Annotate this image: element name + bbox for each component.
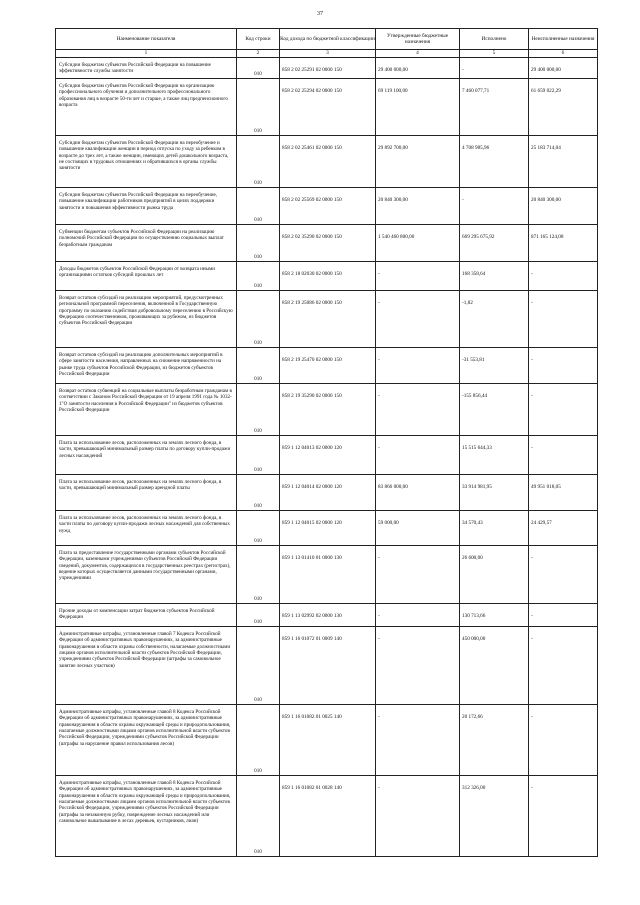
table-row <box>56 604 598 627</box>
executed-amount: 130 713,66 <box>460 604 529 627</box>
row-name: Субсидии бюджетам субъектов Российской Федерации на переобучение и повышение квалификации женщин в период отпуска по уходу за ребенком в возрасте до трех лет, а также женщин, имеющих детей дошкольного возраста, не состоящих в трудовых отношениях и обратившихся в органы службы занятости <box>56 136 237 188</box>
row-name: Плата за использование лесов, расположенных на землях лесного фонда, в части платы по договору купли-продажи лесных насаждений для собственных нужд <box>56 511 237 546</box>
row-code-cell <box>237 291 280 348</box>
revenue-code: 859 1 12 04013 02 0000 120 <box>280 436 376 475</box>
row-code: 010 <box>254 340 262 346</box>
column-header: Код дохода по бюджетной классификации <box>280 29 376 50</box>
unexecuted-amount: - <box>529 291 598 348</box>
table-row <box>56 291 598 348</box>
column-number: 3 <box>280 50 376 58</box>
row-name: Плата за использование лесов, расположенных на землях лесного фонда, в части, превышающей минимальный размер платы по договору купли-продажи лесных насаждений <box>56 436 237 475</box>
executed-amount: 34 570,43 <box>460 511 529 546</box>
unexecuted-amount: - <box>529 705 598 776</box>
revenue-code: 859 1 13 02992 02 0000 130 <box>280 604 376 627</box>
row-name: Субсидии бюджетам субъектов Российской Федерации на повышение эффективности службы занятости <box>56 58 237 79</box>
row-name: Возврат остатков субсидий на реализацию дополнительных мероприятий в сфере занятости населения, направленных на снижение напряженности на рынке труда субъектов Российской Федерации, из бюджетов субъектов Российской Федерации <box>56 348 237 384</box>
row-code: 010 <box>254 619 262 625</box>
row-name: Субсидии бюджетам субъектов Российской Федерации на переобучение, повышение квалификации работников предприятий в целях поддержки занятости и повышения эффективности рынка труда <box>56 188 237 225</box>
executed-amount: - <box>460 188 529 225</box>
row-code-cell <box>237 79 280 136</box>
page-number: 37 <box>317 11 323 17</box>
table-row <box>56 705 598 776</box>
row-code-cell <box>237 776 280 857</box>
table-row <box>56 188 598 225</box>
unexecuted-amount: - <box>529 384 598 436</box>
approved-amount: - <box>376 436 460 475</box>
unexecuted-amount: - <box>529 436 598 475</box>
executed-amount: -155 856,44 <box>460 384 529 436</box>
executed-amount: -31 553,81 <box>460 348 529 384</box>
executed-amount: -1,82 <box>460 291 529 348</box>
executed-amount: 26 600,00 <box>460 546 529 604</box>
row-code-cell <box>237 546 280 604</box>
table-row <box>56 58 598 79</box>
row-code: 010 <box>254 71 262 77</box>
row-code-cell <box>237 262 280 291</box>
column-header: Код строки <box>237 29 280 50</box>
row-code: 010 <box>254 283 262 289</box>
row-name: Плата за использование лесов, расположенных на землях лесного фонда, в части, превышающей минимальный размер арендной платы <box>56 475 237 511</box>
table-row <box>56 475 598 511</box>
row-code: 010 <box>254 217 262 223</box>
approved-amount: - <box>376 262 460 291</box>
unexecuted-amount: 61 659 022,29 <box>529 79 598 136</box>
unexecuted-amount: - <box>529 546 598 604</box>
row-code: 010 <box>254 596 262 602</box>
row-name: Административные штрафы, установленные главой 8 Кодекса Российской Федерации об административных правонарушениях, за административные правонарушения в области охраны окружающей среды и природопользования, налагаемые должностными лицами органов исполнительной власти субъектов Российской Федерации, учреждениями субъектов Российской Федерации (штрафы за незаконную рубку, повреждение лесных насаждений или самовольное выкапывание в лесах деревьев, кустарников, лиан) <box>56 776 237 857</box>
row-code: 010 <box>254 768 262 774</box>
executed-amount: - <box>460 58 529 79</box>
row-code-cell <box>237 348 280 384</box>
row-name: Доходы бюджетов субъектов Российской Федерации от возврата иными организациями остатков субсидий прошлых лет <box>56 262 237 291</box>
row-name: Возврат остатков субвенций на социальные выплаты безработным гражданам в соответствии с Законом Российской Федерации от 19 апреля 1991 года № 1032-1"О занятости населения в Российской Федерации" из бюджетов субъектов Российской Федерации <box>56 384 237 436</box>
approved-amount: 69 119 100,00 <box>376 79 460 136</box>
row-name: Возврат остатков субсидий на реализацию мероприятий, предусмотренных региональной программой переселения, включенной в Государственную программу по оказанию содействия добровольному переселению в Российскую Федерацию соотечественников, проживающих за рубежом, из бюджетов субъектов Российской Федерации <box>56 291 237 348</box>
column-header: Наименование показателя <box>56 29 237 50</box>
row-name: Прочие доходы от компенсации затрат бюджетов субъектов Российской Федерации <box>56 604 237 627</box>
unexecuted-amount: - <box>529 262 598 291</box>
column-number: 1 <box>56 50 237 58</box>
approved-amount: 59 000,00 <box>376 511 460 546</box>
column-header: Утвержденные бюджетные назначения <box>376 29 460 50</box>
revenue-code: 859 1 16 01082 01 0025 140 <box>280 705 376 776</box>
unexecuted-amount: - <box>529 776 598 857</box>
unexecuted-amount: 25 183 714,04 <box>529 136 598 188</box>
revenue-code: 859 1 16 01072 01 0009 140 <box>280 627 376 705</box>
unexecuted-amount: - <box>529 627 598 705</box>
column-number: 2 <box>237 50 280 58</box>
row-code-cell <box>237 58 280 79</box>
unexecuted-amount: 20 840 300,00 <box>529 188 598 225</box>
executed-amount: 168 358,64 <box>460 262 529 291</box>
revenue-code: 858 2 02 25291 02 0000 150 <box>280 58 376 79</box>
unexecuted-amount: - <box>529 348 598 384</box>
revenue-code: 858 2 02 25294 02 0000 150 <box>280 79 376 136</box>
row-code: 010 <box>254 428 262 434</box>
column-number: 5 <box>460 50 529 58</box>
row-name: Субсидии бюджетам субъектов Российской Федерации на организацию профессионального обучения и дополнительного профессионального образования лиц в возрасте 50-ти лет и старше, а также лиц предпенсионного возраста <box>56 79 237 136</box>
row-code-cell <box>237 627 280 705</box>
table-row <box>56 627 598 705</box>
row-code: 010 <box>254 467 262 473</box>
row-name: Административные штрафы, установленные главой 7 Кодекса Российской Федерации об административных правонарушениях, за административные правонарушения в области охраны собственности, налагаемые должностными лицами органов исполнительной власти субъектов Российской Федерации, учреждениями субъектов Российской Федерации (штрафы за самовольное занятие лесных участков) <box>56 627 237 705</box>
row-code: 010 <box>254 538 262 544</box>
row-code-cell <box>237 475 280 511</box>
row-code-cell <box>237 604 280 627</box>
unexecuted-amount: 29 400 000,00 <box>529 58 598 79</box>
executed-amount: 4 708 985,96 <box>460 136 529 188</box>
approved-amount: 29 892 700,00 <box>376 136 460 188</box>
approved-amount: - <box>376 705 460 776</box>
revenue-code: 858 2 02 35290 02 0000 150 <box>280 225 376 262</box>
row-code: 010 <box>254 849 262 855</box>
unexecuted-amount: 49 951 018,05 <box>529 475 598 511</box>
executed-amount: 33 914 981,95 <box>460 475 529 511</box>
table-row <box>56 136 598 188</box>
approved-amount: - <box>376 384 460 436</box>
unexecuted-amount: 871 165 124,08 <box>529 225 598 262</box>
revenue-code: 858 2 02 25461 02 0000 150 <box>280 136 376 188</box>
approved-amount: - <box>376 776 460 857</box>
unexecuted-amount: 24 429,57 <box>529 511 598 546</box>
table-row <box>56 776 598 857</box>
row-name: Административные штрафы, установленные главой 8 Кодекса Российской Федерации об административных правонарушениях, за административные правонарушения в области охраны окружающей среды и природопользования, налагаемые должностными лицами органов исполнительной власти субъектов Российской Федерации, учреждениями субъектов Российской Федерации (штрафы за нарушение правил использования лесов) <box>56 705 237 776</box>
executed-amount: 312 326,00 <box>460 776 529 857</box>
approved-amount: 29 400 000,00 <box>376 58 460 79</box>
row-code-cell <box>237 225 280 262</box>
approved-amount: 83 866 000,00 <box>376 475 460 511</box>
row-code-cell <box>237 384 280 436</box>
unexecuted-amount: - <box>529 604 598 627</box>
table-row <box>56 384 598 436</box>
table-row <box>56 79 598 136</box>
executed-amount: 20 172,66 <box>460 705 529 776</box>
row-code-cell <box>237 188 280 225</box>
executed-amount: 7 460 077,71 <box>460 79 529 136</box>
row-code: 010 <box>254 180 262 186</box>
table-row <box>56 348 598 384</box>
revenue-code: 858 2 02 25569 02 0000 150 <box>280 188 376 225</box>
budget-revenue-table <box>55 28 598 857</box>
column-number: 4 <box>376 50 460 58</box>
executed-amount: 15 515 644,33 <box>460 436 529 475</box>
approved-amount: 20 840 300,00 <box>376 188 460 225</box>
approved-amount: - <box>376 291 460 348</box>
row-code-cell <box>237 436 280 475</box>
row-code-cell <box>237 136 280 188</box>
revenue-code: 858 2 19 35290 02 0000 150 <box>280 384 376 436</box>
revenue-code: 859 1 16 01082 01 0028 140 <box>280 776 376 857</box>
column-number-row <box>56 50 598 58</box>
approved-amount: - <box>376 627 460 705</box>
column-number: 6 <box>529 50 598 58</box>
row-code: 010 <box>254 128 262 134</box>
table-row <box>56 436 598 475</box>
revenue-code: 858 2 18 02030 02 0000 150 <box>280 262 376 291</box>
revenue-code: 859 1 12 04015 02 0000 120 <box>280 511 376 546</box>
revenue-code: 859 1 13 01410 01 0000 130 <box>280 546 376 604</box>
row-code: 010 <box>254 503 262 509</box>
executed-amount: 450 000,00 <box>460 627 529 705</box>
table-row <box>56 225 598 262</box>
column-header: Неисполненные назначения <box>529 29 598 50</box>
row-name: Плата за предоставление государственными органами субъектов Российской Федерации, казенными учреждениями субъектов Российской Федерации сведений, документов, содержащихся в государственных реестрах (регистрах), ведение которых осуществляется данными государственными органами, учреждениями <box>56 546 237 604</box>
approved-amount: - <box>376 348 460 384</box>
row-name: Субвенции бюджетам субъектов Российской Федерации на реализацию полномочий Российской Федерации по осуществлению социальных выплат безработным гражданам <box>56 225 237 262</box>
approved-amount: - <box>376 546 460 604</box>
table-row <box>56 511 598 546</box>
approved-amount: - <box>376 604 460 627</box>
header-row <box>56 29 598 50</box>
row-code-cell <box>237 511 280 546</box>
row-code-cell <box>237 705 280 776</box>
revenue-code: 858 2 19 25470 02 0000 150 <box>280 348 376 384</box>
approved-amount: 1 540 460 800,00 <box>376 225 460 262</box>
executed-amount: 669 295 675,92 <box>460 225 529 262</box>
revenue-code: 859 1 12 04014 02 0000 120 <box>280 475 376 511</box>
table-row <box>56 546 598 604</box>
revenue-code: 858 2 19 25086 02 0000 150 <box>280 291 376 348</box>
row-code: 010 <box>254 254 262 260</box>
row-code: 010 <box>254 376 262 382</box>
table-row <box>56 262 598 291</box>
row-code: 010 <box>254 697 262 703</box>
column-header: Исполнено <box>460 29 529 50</box>
